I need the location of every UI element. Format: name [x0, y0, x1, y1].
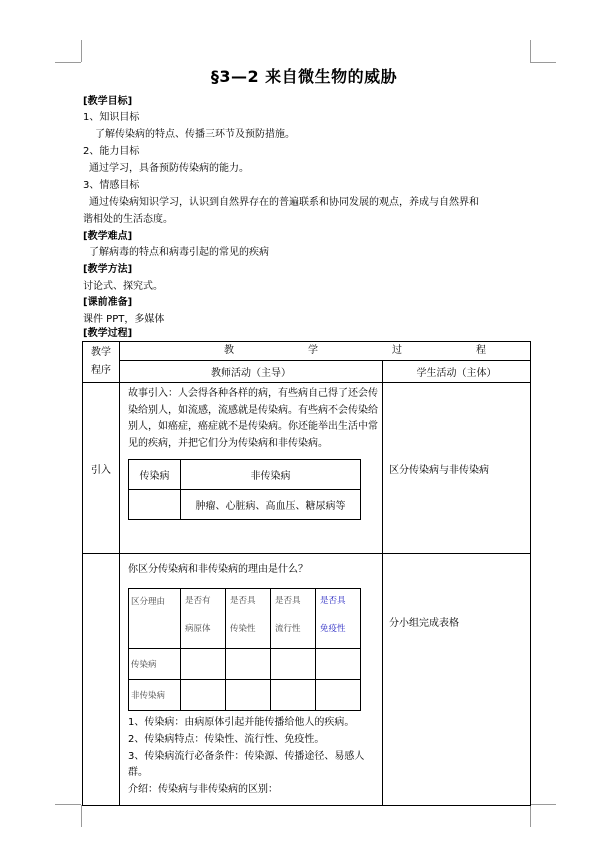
- crop-mark-bottom-right-h: [530, 804, 556, 805]
- question-text: 你区分传染病和非传染病的理由是什么？: [128, 564, 308, 575]
- process-char: 过: [392, 345, 402, 356]
- crop-mark-top-right-v: [530, 40, 531, 62]
- reason-header: 区分理由: [129, 589, 181, 649]
- point-4: 介绍：传染病与非传染病的区别：: [128, 784, 278, 795]
- teacher-activity-2: [120, 554, 383, 806]
- student-intro-text: 区分传染病与非传染病: [389, 464, 489, 476]
- sub-value-infectious: [129, 490, 181, 520]
- method-header: [教学方法]: [83, 264, 133, 275]
- reason-cell: [316, 649, 361, 680]
- sub-header-noninfectious: 非传染病: [181, 460, 361, 490]
- reason-cell: [181, 680, 226, 711]
- reason-cell: [271, 649, 316, 680]
- prep-text: 课件 PPT，多媒体: [83, 314, 165, 325]
- intro-story-text: 故事引入：人会得各种各样的病，有些病自己得了还会传染给别人，如流感，流感就是传染病。有些病不会传染给别人，如癌症，癌症就不是传染病。你还能举出生活中常见的疾病，并把它们分为传染病和非传染病。: [128, 388, 378, 449]
- stage-header-2: 程序: [91, 365, 111, 376]
- objective-2-text: 通过学习，具备预防传染病的能力。: [89, 163, 249, 174]
- process-header: [教学过程]: [83, 328, 133, 339]
- point-2: 2、传染病特点：传染性、流行性、免疫性。: [128, 734, 325, 745]
- sub-value-noninfectious: 肿瘤、心脏病、高血压、糖尿病等: [181, 490, 361, 520]
- reason-epidemic: 是否具 流行性: [271, 589, 316, 649]
- objective-3-text-2: 谐相处的生活态度。: [83, 214, 173, 225]
- crop-mark-bottom-left-v: [81, 805, 82, 827]
- reason-cell: [271, 680, 316, 711]
- objective-1-text: 了解传染病的特点、传播三环节及预防措施。: [95, 129, 295, 140]
- reason-contagious: 是否具 传染性: [226, 589, 271, 649]
- stage-header-1: 教学: [91, 347, 111, 358]
- prep-header: [课前准备]: [83, 297, 133, 308]
- crop-mark-bottom-left-h: [55, 804, 81, 805]
- reason-pathogen: 是否有 病原体: [181, 589, 226, 649]
- teacher-activity-intro: [120, 383, 383, 554]
- document-title: §3—2 来自微生物的威胁: [210, 67, 398, 86]
- method-text: 讨论式、探究式。: [83, 281, 163, 292]
- crop-mark-top-right-h: [530, 62, 556, 63]
- point-1: 1、传染病：由病原体引起并能传播给他人的疾病。: [128, 717, 355, 728]
- sub-header-infectious: 传染病: [129, 460, 181, 490]
- reason-cell: [316, 680, 361, 711]
- reason-cell: [181, 649, 226, 680]
- reason-row-noninfectious: 非传染病: [129, 680, 181, 711]
- student-2-text: 分小组完成表格: [389, 617, 459, 629]
- process-char: 学: [308, 345, 318, 356]
- reason-row-infectious: 传染病: [129, 649, 181, 680]
- difficulty-header: [教学难点]: [83, 231, 133, 242]
- crop-mark-top-left-v: [81, 40, 82, 62]
- stage-empty: [83, 554, 120, 806]
- reason-cell: [226, 649, 271, 680]
- reason-table: [128, 588, 361, 711]
- teacher-header: 教师活动（主导）: [120, 361, 383, 383]
- stage-intro: 引入: [83, 383, 120, 554]
- process-char: 教: [224, 345, 234, 356]
- student-header: 学生活动（主体）: [383, 361, 531, 383]
- process-header-cell: [120, 342, 531, 361]
- reason-immunity: 是否具 免疫性: [316, 589, 361, 649]
- objective-1-title: 1、知识目标: [83, 112, 140, 123]
- objective-2-title: 2、能力目标: [83, 146, 140, 157]
- reason-cell: [226, 680, 271, 711]
- process-char: 程: [476, 345, 486, 356]
- crop-mark-bottom-right-v: [530, 805, 531, 827]
- objectives-header: [教学目标]: [83, 96, 133, 107]
- disease-classification-table: [128, 459, 361, 520]
- stage-header-cell: [83, 342, 120, 383]
- point-3: 3、传染病流行必备条件：传染源、传播途径、易感人群。: [128, 751, 365, 778]
- process-table: [82, 341, 531, 806]
- student-activity-2: [383, 554, 531, 806]
- difficulty-text: 了解病毒的特点和病毒引起的常见的疾病: [89, 247, 269, 258]
- student-activity-intro: [383, 383, 531, 554]
- objective-3-title: 3、情感目标: [83, 180, 140, 191]
- objective-3-text-1: 通过传染病知识学习，认识到自然界存在的普遍联系和协同发展的观点，养成与自然界和: [89, 197, 479, 208]
- crop-mark-top-left-h: [55, 62, 81, 63]
